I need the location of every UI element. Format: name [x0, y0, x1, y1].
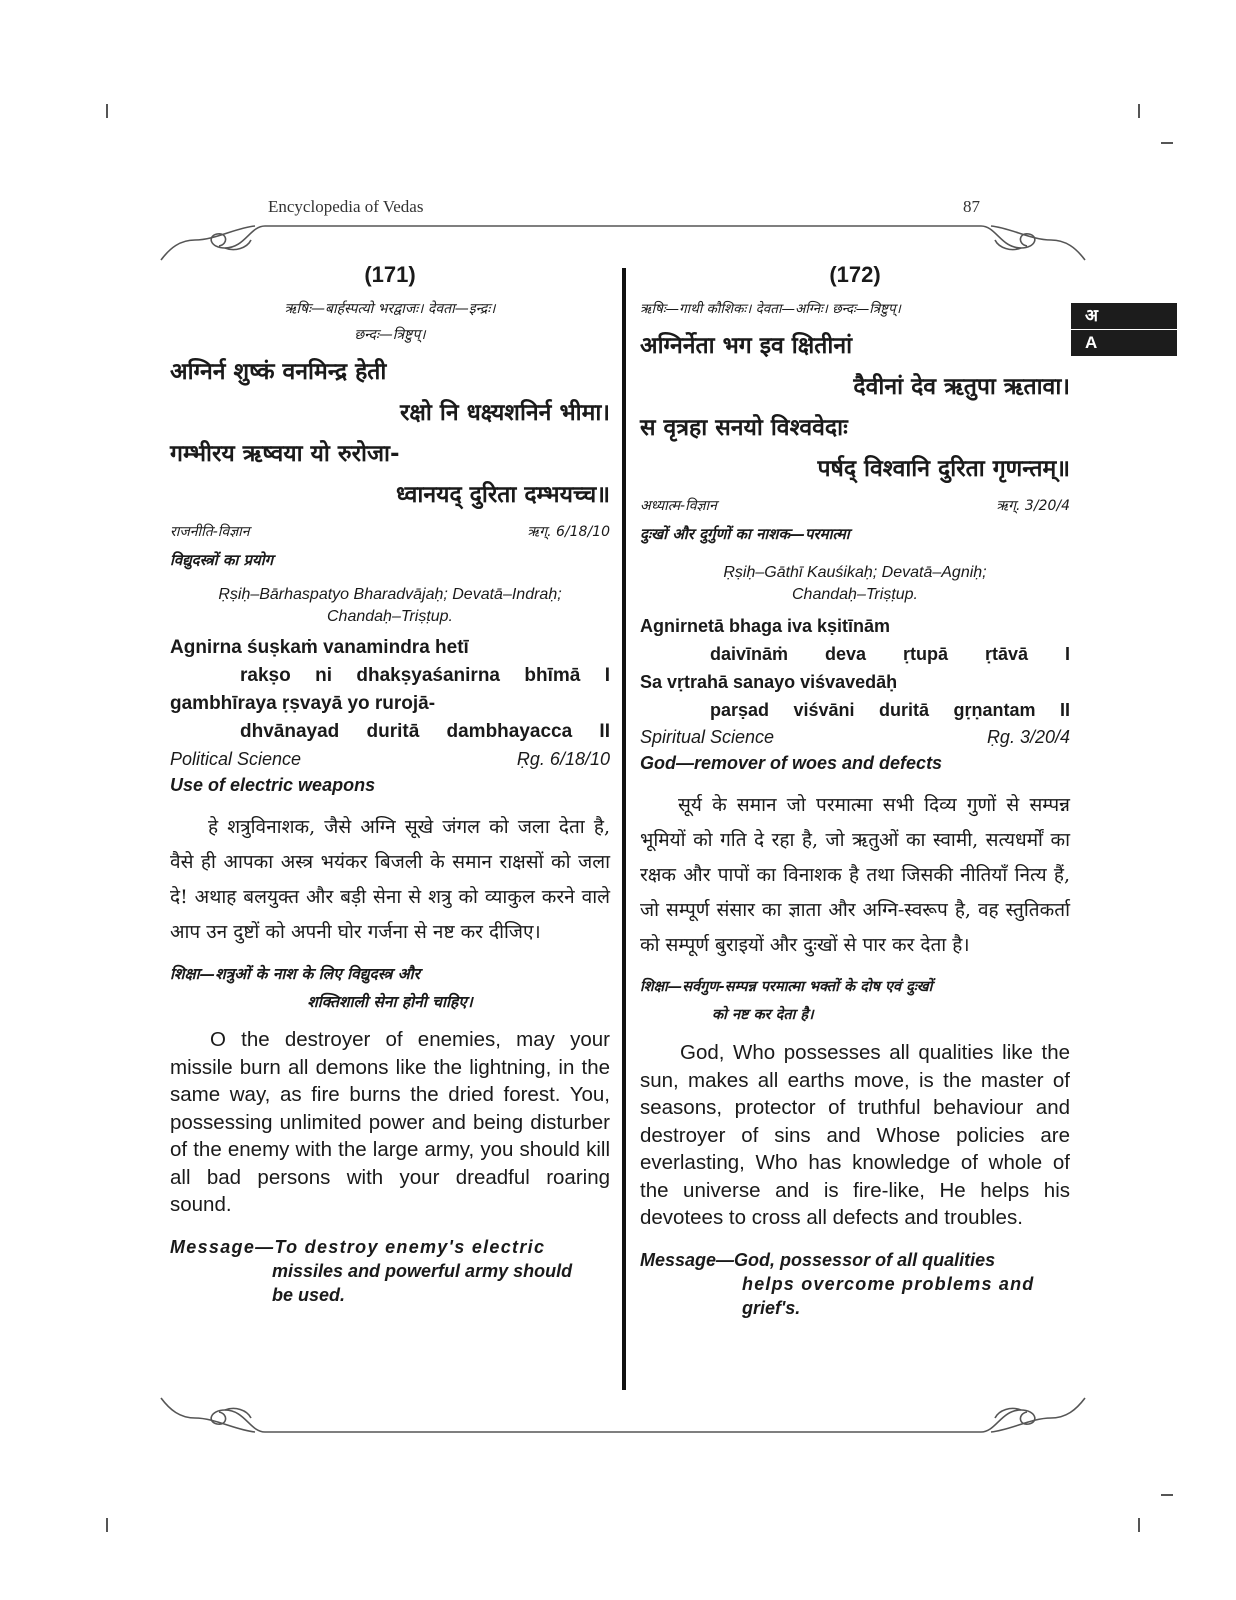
translit-line: dhvānayad duritā dambhayacca II: [240, 721, 610, 742]
verse-line: गम्भीरय ऋष्वया यो रुरोजा-: [170, 441, 400, 467]
shiksha-line: शिक्षा—शत्रुओं के नाश के लिए विद्युदस्त्र और: [170, 965, 420, 983]
subject-ref-hindi: [170, 520, 610, 544]
subject-ref-english: [170, 746, 610, 772]
verse-line: ध्वानयद् दुरिता दम्भयच्च॥: [395, 482, 610, 508]
english-meaning: O the destroyer of enemies, may your missile burn all demons like the lightning, in the same way, as fire burns the dried forest. You, possessing unlimited power and being disturber of the enemy with the large army, you should kill all bad persons with your dreadful roaring sound.: [170, 1028, 610, 1216]
verse-line: दैवीनां देव ऋतुपा ऋतावा।: [853, 374, 1070, 400]
reference-hindi: ऋग्. 3/20/4: [996, 498, 1070, 514]
message-note: [640, 1248, 1070, 1320]
column-divider: [622, 268, 626, 1390]
section-tab-hindi: अ: [1071, 303, 1177, 329]
book-title: Encyclopedia of Vedas: [268, 197, 424, 216]
message-line: Message—God, possessor of all qualities: [640, 1249, 996, 1270]
crop-mark-bottom-left: [106, 1518, 108, 1532]
chandah-line: Chandaḥ–Triṣṭup.: [792, 586, 918, 603]
verse-line: रक्षो नि धक्ष्यशनिर्न भीमा।: [400, 400, 610, 426]
subject-ref-english: [640, 724, 1070, 750]
mantra-171: [170, 262, 610, 1307]
bottom-ornament: [155, 1392, 1090, 1440]
message-line: be used.: [272, 1284, 346, 1305]
translit-line: rakṣo ni dhakṣyaśanirna bhīmā I: [240, 665, 610, 686]
mantra-172: [640, 262, 1070, 1320]
subject-hindi: अध्यात्म-विज्ञान: [640, 498, 717, 514]
shiksha-note: [640, 973, 1070, 1029]
reference-english: Ṛg. 6/18/10: [516, 749, 610, 769]
topic-hindi: विद्युदस्त्रों का प्रयोग: [170, 551, 274, 569]
rishi-devata-chhanda-line: ऋषिः—गाथी कौशिकः। देवता—अग्निः। छन्दः—त्रिष्टुप्।: [640, 301, 901, 317]
reference-english: Ṛg. 3/20/4: [986, 727, 1070, 747]
top-ornament: [155, 218, 1090, 268]
crop-mark-top-left: [106, 104, 108, 118]
chandah-line: Chandaḥ–Triṣṭup.: [327, 608, 453, 625]
verse-line: अग्निर्नेता भग इव क्षितीनां: [640, 333, 853, 359]
verse-line: पर्षद् विश्वानि दुरिता गृणन्तम्॥: [817, 456, 1070, 482]
topic-hindi: दुःखों और दुर्गुणों का नाशक—परमात्मा: [640, 525, 850, 543]
sanskrit-verse: [170, 352, 610, 516]
message-line: Message—To destroy enemy's electric: [170, 1236, 546, 1257]
mantra-number: (172): [829, 262, 881, 287]
reference-hindi: ऋग्. 6/18/10: [527, 524, 610, 540]
rsih-line: Ṛṣiḥ–Bārhaspatyo Bharadvājaḥ; Devatā–Indraḥ;: [218, 586, 562, 603]
transliterated-verse: [170, 634, 610, 746]
hindi-meaning: सूर्य के समान जो परमात्मा सभी दिव्य गुणों से सम्पन्न भूमियों को गति दे रहा है, जो ऋतुओं का स्वामी, सत्यधर्मों का रक्षक और पापों का विनाशक है तथा जिसकी नीतियाँ नित्य हैं, जो सम्पूर्ण संसार का ज्ञाता और अग्नि-स्वरूप है, वह स्तुतिकर्ता को सम्पूर्ण बुराइयों और दुःखों से पार कर देता है।: [640, 794, 1070, 956]
crop-mark-top-right: [1138, 104, 1140, 118]
translit-line: gambhīraya ṛṣvayā yo rurojā-: [170, 693, 436, 714]
shiksha-line: शिक्षा—सर्वगुण-सम्पन्न परमात्मा भक्तों के दोष एवं दुःखों: [640, 979, 933, 995]
translit-line: Agnirnetā bhaga iva kṣitīnām: [640, 616, 891, 636]
rishi-devata-line: ऋषिः—बार्हस्पत्यो भरद्वाजः। देवता—इन्द्रः।: [284, 301, 496, 317]
message-note: [170, 1235, 610, 1307]
shiksha-line: को नष्ट कर देता है।: [712, 1007, 814, 1023]
message-line: grief's.: [742, 1297, 801, 1318]
sanskrit-verse: [640, 326, 1070, 490]
english-meaning: God, Who possesses all qualities like the sun, makes all earths move, is the master of seasons, protector of truthful behaviour and destroyer of sins and Whose policies are everlasting, Who has knowledge of whole of the universe and is fire-like, He helps his devotees to cross all defects and troubles.: [640, 1041, 1070, 1229]
transliterated-verse: [640, 612, 1070, 724]
subject-english: Spiritual Science: [640, 727, 775, 747]
message-line: missiles and powerful army should: [272, 1260, 573, 1281]
rsih-line: Ṛṣiḥ–Gāthī Kauśikaḥ; Devatā–Agniḥ;: [723, 564, 987, 581]
topic-english: God—remover of woes and defects: [640, 753, 943, 773]
chhanda-line: छन्दः—त्रिष्टुप्।: [354, 327, 426, 343]
translit-line: Sa vṛtrahā sanayo viśvavedāḥ: [640, 672, 898, 692]
page-number: 87: [963, 197, 980, 216]
verse-line: अग्निर्न शुष्कं वनमिन्द्र हेती: [170, 359, 387, 385]
crop-mark-right-lower: [1161, 1494, 1173, 1496]
hindi-meaning: हे शत्रुविनाशक, जैसे अग्नि सूखे जंगल को जला देता है, वैसे ही आपका अस्त्र भयंकर बिजली के समान राक्षसों को जला दे! अथाह बलयुक्त और बड़ी सेना से शत्रु को व्याकुल करने वाले आप उन दुष्टों को अपनी घोर गर्जना से नष्ट कर दीजिए।: [170, 816, 610, 943]
section-tab-latin: A: [1071, 330, 1177, 356]
crop-mark-bottom-right: [1138, 1518, 1140, 1532]
subject-english: Political Science: [170, 749, 302, 769]
subject-hindi: राजनीति-विज्ञान: [170, 524, 250, 540]
shiksha-line: शक्तिशाली सेना होनी चाहिए।: [307, 993, 473, 1011]
subject-ref-hindi: [640, 494, 1070, 518]
shiksha-note: [170, 960, 610, 1016]
topic-english: Use of electric weapons: [170, 775, 376, 795]
translit-line: daivīnāṁ deva ṛtupā ṛtāvā I: [710, 644, 1070, 664]
message-line: helps overcome problems and: [742, 1273, 1035, 1294]
crop-mark-right-upper: [1161, 142, 1173, 144]
verse-line: स वृत्रहा सनयो विश्ववेदाः: [640, 415, 848, 441]
mantra-number: (171): [364, 262, 416, 287]
translit-line: parṣad viśvāni duritā gṛṇantam II: [710, 700, 1070, 720]
translit-line: Agnirna śuṣkaṁ vanamindra hetī: [170, 637, 469, 658]
